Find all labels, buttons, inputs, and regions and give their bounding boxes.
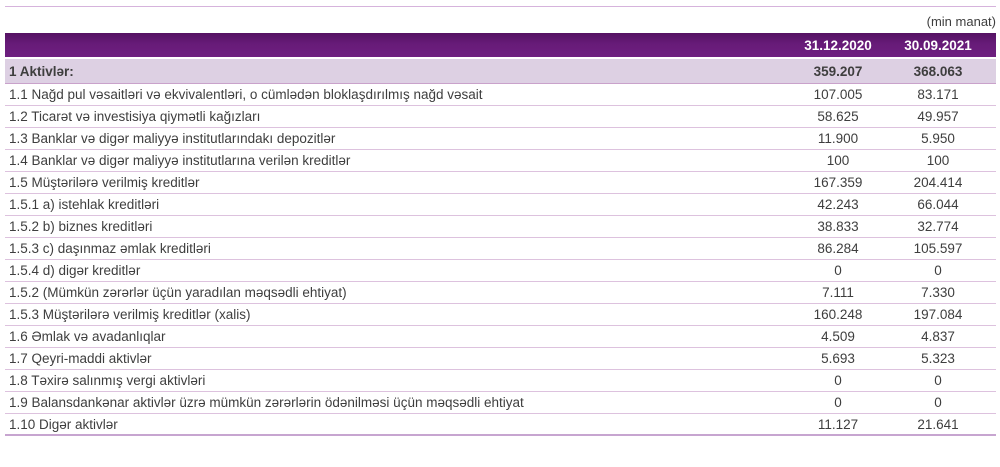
report-page	[5, 0, 996, 436]
row-value-2020: 4.509	[821, 329, 855, 344]
row-value-2021: 83.171	[917, 87, 959, 102]
row-value-2021: 5.950	[921, 131, 955, 146]
table-row	[5, 216, 996, 238]
row-label: 1.8 Təxirə salınmış vergi aktivləri	[9, 373, 206, 388]
table-row	[5, 238, 996, 260]
row-value-2021: 204.414	[913, 175, 963, 190]
row-value-2021: 100	[926, 153, 950, 168]
row-value-2020: 38.833	[817, 219, 859, 234]
table-row	[5, 260, 996, 282]
row-value-2020: 42.243	[817, 197, 859, 212]
table-row	[5, 392, 996, 414]
row-value-2020: 0	[834, 395, 842, 410]
row-value-2020: 107.005	[813, 87, 863, 102]
top-rule	[5, 6, 996, 7]
row-value-2020: 100	[826, 153, 850, 168]
row-value-2021: 66.044	[917, 197, 959, 212]
table-row	[5, 348, 996, 370]
table-header-row	[5, 33, 996, 57]
row-label: 1 Aktivlər:	[9, 63, 74, 79]
row-label: 1.9 Balansdankənar aktivlər üzrə mümkün zərərlərin ödənilməsi üçün məqsədli ehtiyat	[9, 395, 524, 410]
row-label: 1.5.3 Müştərilərə verilmiş kreditlər (xalis)	[9, 307, 251, 322]
table-row	[5, 84, 996, 106]
row-label: 1.1 Nağd pul vəsaitləri və ekvivalentləri, o cümlədən bloklaşdırılmış nağd vəsait	[9, 87, 483, 102]
row-label: 1.5.4 d) digər kreditlər	[9, 263, 141, 278]
table-row	[5, 304, 996, 326]
header-date-2020: 31.12.2020	[804, 37, 872, 53]
row-value-2021: 197.084	[913, 307, 963, 322]
row-value-2021: 105.597	[913, 241, 963, 256]
row-label: 1.5.2 b) biznes kreditləri	[9, 219, 153, 234]
row-value-2020: 7.111	[822, 285, 854, 300]
table-row	[5, 370, 996, 392]
row-value-2020: 167.359	[813, 175, 863, 190]
row-value-2021: 0	[934, 395, 942, 410]
assets-table	[5, 33, 996, 436]
row-value-2021: 5.323	[921, 351, 955, 366]
row-value-2021: 32.774	[917, 219, 959, 234]
table-row	[5, 106, 996, 128]
row-value-2020: 5.693	[821, 351, 855, 366]
row-value-2020: 11.127	[817, 416, 859, 432]
row-label: 1.3 Banklar və digər maliyyə institutlarındakı depozitlər	[9, 131, 336, 146]
table-row	[5, 150, 996, 172]
row-label: 1.4 Banklar və digər maliyyə institutlarına verilən kreditlər	[9, 153, 351, 168]
table-row	[5, 282, 996, 304]
row-value-2021: 49.957	[917, 109, 959, 124]
row-value-2020: 58.625	[817, 109, 859, 124]
table-row	[5, 326, 996, 348]
table-row	[5, 128, 996, 150]
row-value-2020: 0	[834, 263, 842, 278]
row-value-2020: 11.900	[817, 131, 859, 146]
row-value-2021: 4.837	[921, 329, 955, 344]
row-label: 1.5 Müştərilərə verilmiş kreditlər	[9, 175, 200, 190]
table-row	[5, 414, 996, 436]
row-label: 1.5.1 a) istehlak kreditləri	[9, 197, 160, 212]
header-date-2021: 30.09.2021	[904, 37, 972, 53]
row-value-2021: 0	[934, 373, 942, 388]
row-value-2021: 368.063	[913, 63, 963, 79]
row-label: 1.5.3 c) daşınmaz əmlak kreditləri	[9, 241, 211, 256]
row-value-2021: 7.330	[921, 285, 955, 300]
unit-note: (min manat)	[926, 14, 996, 29]
row-value-2021: 21.641	[917, 416, 959, 432]
row-label: 1.7 Qeyri-maddi aktivlər	[9, 351, 152, 366]
row-value-2021: 0	[934, 263, 942, 278]
row-label: 1.10 Digər aktivlər	[9, 416, 118, 432]
row-value-2020: 0	[834, 373, 842, 388]
row-label: 1.5.2 (Mümkün zərərlər üçün yaradılan məqsədli ehtiyat)	[9, 285, 347, 300]
table-row	[5, 194, 996, 216]
row-label: 1.2 Ticarət və investisiya qiymətli kağızları	[9, 109, 261, 124]
table-row-total-assets	[5, 59, 996, 84]
table-row	[5, 172, 996, 194]
row-value-2020: 160.248	[813, 307, 863, 322]
row-label: 1.6 Əmlak və avadanlıqlar	[9, 329, 166, 344]
row-value-2020: 359.207	[813, 63, 863, 79]
row-value-2020: 86.284	[817, 241, 859, 256]
